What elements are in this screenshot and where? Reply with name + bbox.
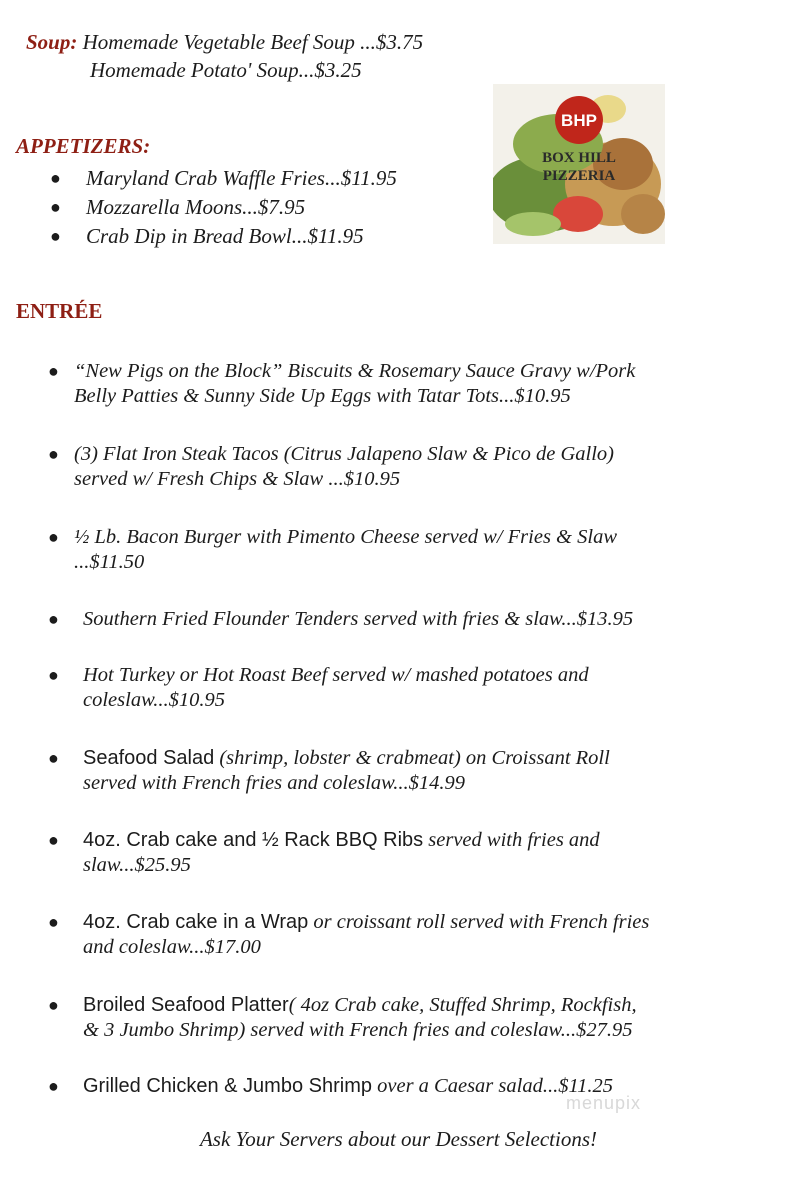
- entree-item-text: Broiled Seafood Platter( 4oz Crab cake, Stuffed Shrimp, Rockfish, & 3 Jumbo Shrimp) served with French fries and coleslaw...$27.95: [83, 994, 637, 1041]
- entree-item-text: (3) Flat Iron Steak Tacos (Citrus Jalapeno Slaw & Pico de Gallo) served w/ Fresh Chips & Slaw ...$10.95: [74, 443, 614, 490]
- bullet-icon: ●: [48, 444, 59, 464]
- entree-item: [48, 1074, 768, 1099]
- soup-section: [26, 28, 423, 84]
- bullet-icon: ●: [48, 912, 59, 932]
- entree-item-text: Southern Fried Flounder Tenders served with fries & slaw...$13.95: [83, 608, 634, 630]
- entree-item: [48, 663, 768, 713]
- soup-label: Soup:: [26, 30, 78, 54]
- soup-item-1: Homemade Vegetable Beef Soup ...$3.75: [82, 30, 424, 54]
- bullet-icon: ●: [48, 665, 59, 685]
- logo-initials: BHP: [561, 111, 597, 130]
- bullet-icon: ●: [48, 995, 59, 1015]
- entree-item-text: 4oz. Crab cake in a Wrap or croissant roll served with French fries and coleslaw...$17.00: [83, 911, 650, 958]
- entree-item: [48, 910, 768, 960]
- box-hill-pizzeria-logo: [493, 84, 665, 244]
- appetizer-item: ● Crab Dip in Bread Bowl...$11.95: [50, 222, 397, 251]
- soup-line-1: [26, 28, 423, 56]
- appetizer-item: ● Maryland Crab Waffle Fries...$11.95: [50, 164, 397, 193]
- entree-item-name: Broiled Seafood Platter: [83, 994, 289, 1016]
- entree-heading: ENTRÉE: [16, 299, 103, 323]
- appetizers-list: [50, 164, 397, 251]
- entree-item: [48, 442, 768, 492]
- entree-item-text: 4oz. Crab cake and ½ Rack BBQ Ribs served with fries and slaw...$25.95: [83, 829, 600, 876]
- entree-item: [48, 993, 768, 1043]
- entree-item-name: Grilled Chicken & Jumbo Shrimp: [83, 1075, 372, 1097]
- bullet-icon: ●: [50, 226, 61, 246]
- logo-line-2: PIZZERIA: [542, 168, 616, 184]
- bullet-icon: ●: [48, 1076, 59, 1096]
- bullet-icon: ●: [48, 361, 59, 381]
- entree-item-name: 4oz. Crab cake in a Wrap: [83, 911, 309, 933]
- entree-item-text: Hot Turkey or Hot Roast Beef served w/ mashed potatoes and coleslaw...$10.95: [83, 664, 589, 711]
- bullet-icon: ●: [48, 830, 59, 850]
- entree-item-text: Grilled Chicken & Jumbo Shrimp over a Caesar salad...$11.25: [83, 1075, 614, 1097]
- entree-item-text: ½ Lb. Bacon Burger with Pimento Cheese served w/ Fries & Slaw ...$11.50: [74, 526, 617, 573]
- logo-line-1: BOX HILL: [542, 150, 616, 166]
- watermark: menupix: [566, 1093, 642, 1113]
- entree-item: [48, 525, 768, 575]
- bullet-icon: ●: [48, 748, 59, 768]
- appetizer-item: ● Mozzarella Moons...$7.95: [50, 193, 397, 222]
- appetizers-heading: APPETIZERS:: [16, 134, 151, 158]
- entree-item: [48, 828, 768, 878]
- bullet-icon: ●: [50, 168, 61, 188]
- bullet-icon: ●: [48, 609, 59, 629]
- soup-item-2: Homemade Potato' Soup...$3.25: [90, 58, 362, 82]
- bullet-icon: ●: [48, 527, 59, 547]
- entree-item: [48, 607, 768, 632]
- entree-item-name: Seafood Salad: [83, 747, 215, 769]
- entree-item-text: “New Pigs on the Block” Biscuits & Rosemary Sauce Gravy w/Pork Belly Patties & Sunny Side Up Eggs with Tatar Tots...$10.95: [74, 360, 636, 407]
- entree-item-name: 4oz. Crab cake and ½ Rack BBQ Ribs: [83, 829, 424, 851]
- entree-item: [48, 746, 768, 796]
- dessert-note: Ask Your Servers about our Dessert Selections!: [199, 1127, 598, 1151]
- entree-item-text: Seafood Salad (shrimp, lobster & crabmeat) on Croissant Roll served with French fries and coleslaw...$14.99: [83, 747, 610, 794]
- entree-item: [48, 359, 768, 409]
- bullet-icon: ●: [50, 197, 61, 217]
